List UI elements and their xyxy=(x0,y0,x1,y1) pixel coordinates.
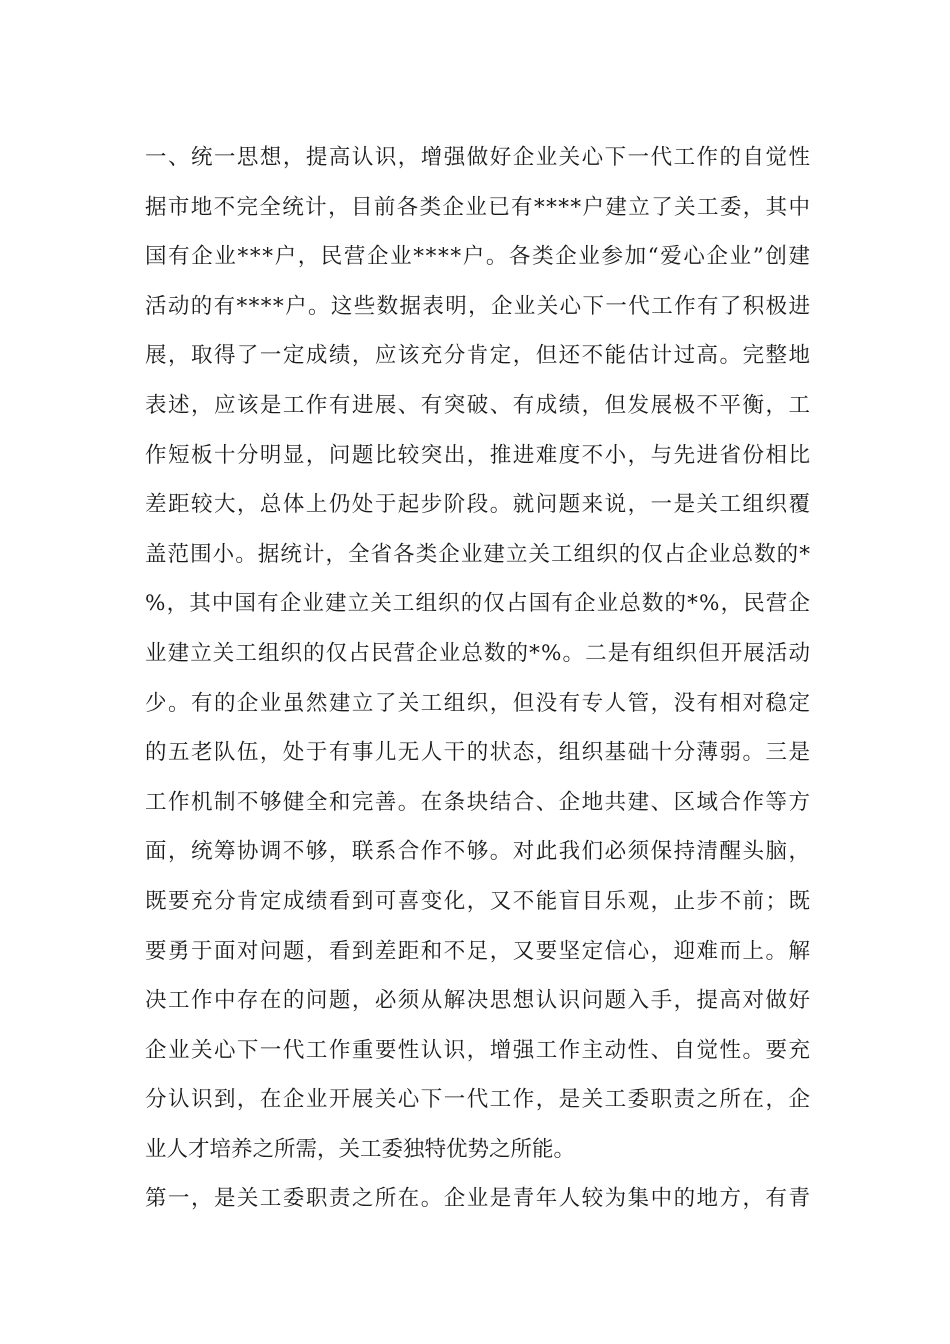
text-line: 分认识到，在企业开展关心下一代工作，是关工委职责之所在，企 xyxy=(145,1087,812,1113)
text-line: 差距较大，总体上仍处于起步阶段。就问题来说，一是关工组织覆 xyxy=(145,492,812,518)
text-line: 面，统筹协调不够，联系合作不够。对此我们必须保持清醒头脑， xyxy=(145,839,812,865)
text-line: 业建立关工组织的仅占民营企业总数的*%。二是有组织但开展活动 xyxy=(145,640,812,666)
text-line: 作短板十分明显，问题比较突出，推进难度不小，与先进省份相比 xyxy=(145,442,812,468)
text-line: 决工作中存在的问题，必须从解决思想认识问题入手，提高对做好 xyxy=(145,988,812,1014)
text-line: 业人才培养之所需，关工委独特优势之所能。 xyxy=(145,1136,576,1162)
text-line: 表述，应该是工作有进展、有突破、有成绩，但发展极不平衡，工 xyxy=(145,392,812,418)
text-line: 第一，是关工委职责之所在。企业是青年人较为集中的地方，有青 xyxy=(145,1186,812,1212)
text-line: 一、统一思想，提高认识，增强做好企业关心下一代工作的自觉性 xyxy=(145,145,812,170)
text-line: 企业关心下一代工作重要性认识，增强工作主动性、自觉性。要充 xyxy=(145,1037,812,1063)
text-line: 工作机制不够健全和完善。在条块结合、企地共建、区域合作等方 xyxy=(145,789,812,815)
text-line: 据市地不完全统计，目前各类企业已有****户建立了关工委，其中 xyxy=(145,194,812,220)
text-line: 的五老队伍，处于有事儿无人干的状态，组织基础十分薄弱。三是 xyxy=(145,740,812,766)
text-line: %，其中国有企业建立关工组织的仅占国有企业总数的*%，民营企 xyxy=(145,591,812,617)
text-line: 要勇于面对问题，看到差距和不足，又要坚定信心，迎难而上。解 xyxy=(145,938,812,964)
text-line: 盖范围小。据统计，全省各类企业建立关工组织的仅占企业总数的* xyxy=(145,541,812,567)
document-body xyxy=(145,133,810,1224)
text-line: 展，取得了一定成绩，应该充分肯定，但还不能估计过高。完整地 xyxy=(145,343,812,369)
text-line: 国有企业***户，民营企业****户。各类企业参加“爱心企业”创建 xyxy=(145,244,812,270)
text-line: 活动的有****户。这些数据表明，企业关心下一代工作有了积极进 xyxy=(145,293,812,319)
text-line: 少。有的企业虽然建立了关工组织，但没有专人管，没有相对稳定 xyxy=(145,690,812,716)
text-line: 既要充分肯定成绩看到可喜变化，又不能盲目乐观，止步不前；既 xyxy=(145,888,812,914)
